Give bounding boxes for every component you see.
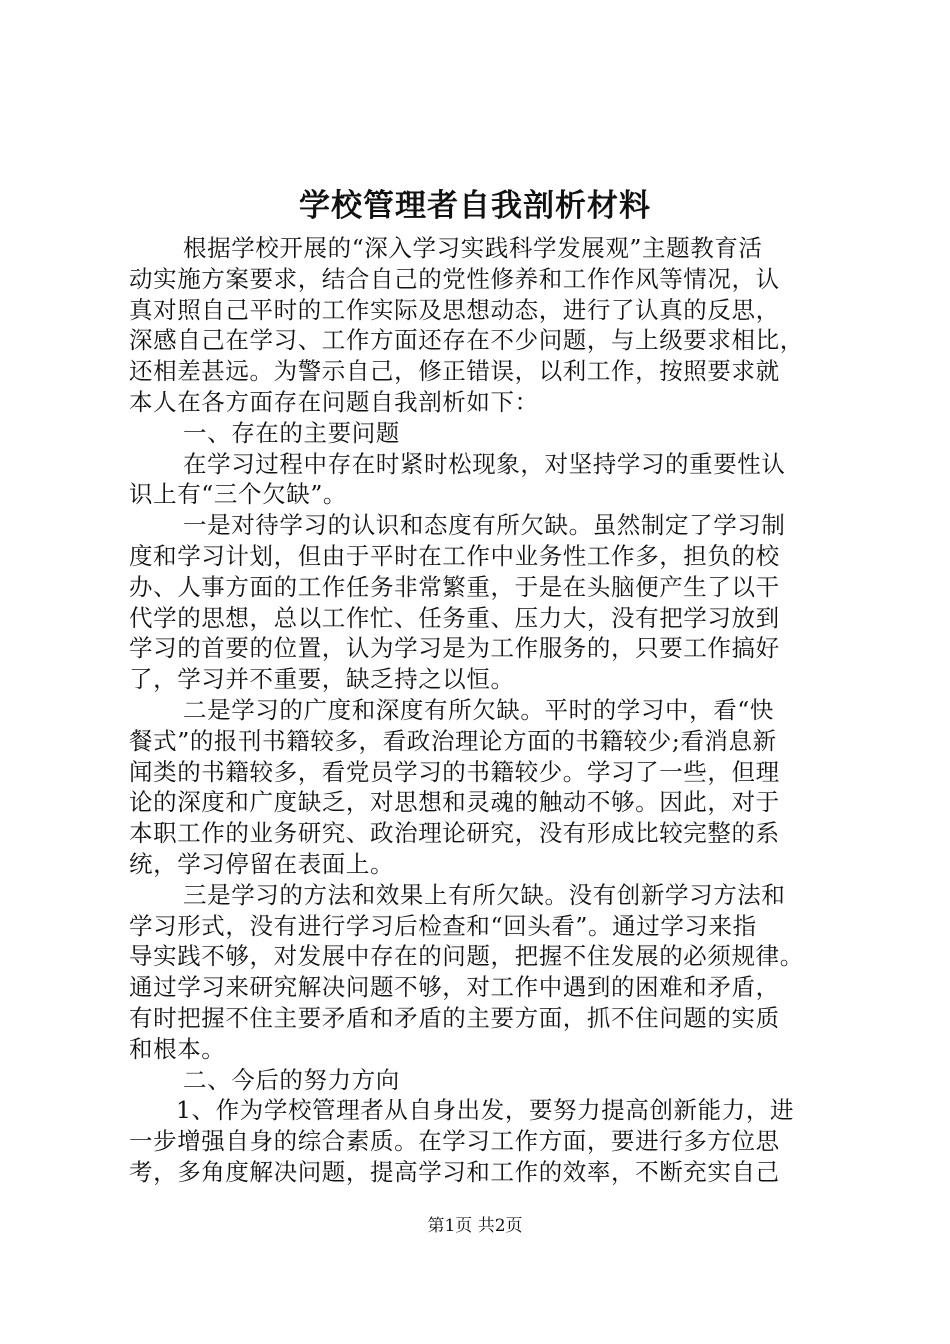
text-line: 餐式”的报刊书籍较多，看政治理论方面的书籍较少;看消息新 [129, 726, 777, 755]
text-line: 识上有“三个欠缺”。 [129, 480, 348, 509]
text-line: 统，学习停留在表面上。 [129, 849, 395, 878]
text-line: 导实践不够，对发展中存在的问题，把握不住发展的必须规律。 [129, 942, 804, 971]
text-line: 学习形式，没有进行学习后检查和“回头看”。通过学习来指 [129, 911, 757, 940]
text-line: 论的深度和广度缺乏，对思想和灵魂的触动不够。因此，对于 [129, 788, 780, 817]
text-line: 一是对待学习的认识和态度有所欠缺。虽然制定了学习制 [183, 511, 786, 540]
text-line: 学习的首要的位置，认为学习是为工作服务的，只要工作搞好 [129, 634, 780, 663]
text-line: 深感自己在学习、工作方面还存在不少问题，与上级要求相比， [129, 326, 804, 355]
document-body [129, 233, 853, 1188]
text-line: 本职工作的业务研究、政治理论研究，没有形成比较完整的系 [129, 819, 780, 848]
text-line: 二是学习的广度和深度有所欠缺。平时的学习中，看“快 [183, 695, 775, 724]
page-footer: 第1页 共2页 [427, 1216, 523, 1236]
text-line: 根据学校开展的“深入学习实践科学发展观”主题教育活 [183, 234, 763, 262]
section-heading: 一、存在的主要问题 [183, 418, 400, 447]
document-title: 学校管理者自我剖析材料 [299, 188, 651, 224]
text-line: 闻类的书籍较多，看党员学习的书籍较少。学习了一些，但理 [129, 757, 780, 786]
text-line: 本人在各方面存在问题自我剖析如下： [129, 387, 539, 416]
section-heading: 二、今后的努力方向 [183, 1065, 400, 1094]
text-line: 和根本。 [129, 1034, 226, 1063]
text-line: 真对照自己平时的工作实际及思想动态，进行了认真的反思， [129, 295, 780, 324]
text-line: 还相差甚远。为警示自己，修正错误，以利工作，按照要求就 [129, 357, 780, 386]
text-line: 三是学习的方法和效果上有所欠缺。没有创新学习方法和 [183, 880, 786, 909]
text-line: 有时把握不住主要矛盾和矛盾的主要方面，抓不住问题的实质 [129, 1003, 780, 1032]
text-line: 在学习过程中存在时紧时松现象，对坚持学习的重要性认 [183, 449, 786, 478]
text-line: 度和学习计划，但由于平时在工作中业务性工作多，担负的校 [129, 541, 780, 570]
text-line: 代学的思想，总以工作忙、任务重、压力大，没有把学习放到 [129, 603, 780, 632]
text-line: 一步增强自身的综合素质。在学习工作方面，要进行多方位思 [129, 1127, 780, 1156]
text-line: 通过学习来研究解决问题不够，对工作中遇到的困难和矛盾， [129, 973, 780, 1002]
text-line: 1、作为学校管理者从自身出发，要努力提高创新能力，进 [176, 1096, 795, 1125]
text-line: 动实施方案要求，结合自己的党性修养和工作作风等情况，认 [129, 264, 780, 293]
text-line: 了，学习并不重要，缺乏持之以恒。 [129, 665, 515, 694]
text-line: 办、人事方面的工作任务非常繁重，于是在头脑便产生了以干 [129, 572, 780, 601]
text-line: 考，多角度解决问题，提高学习和工作的效率，不断充实自己 [129, 1157, 780, 1186]
